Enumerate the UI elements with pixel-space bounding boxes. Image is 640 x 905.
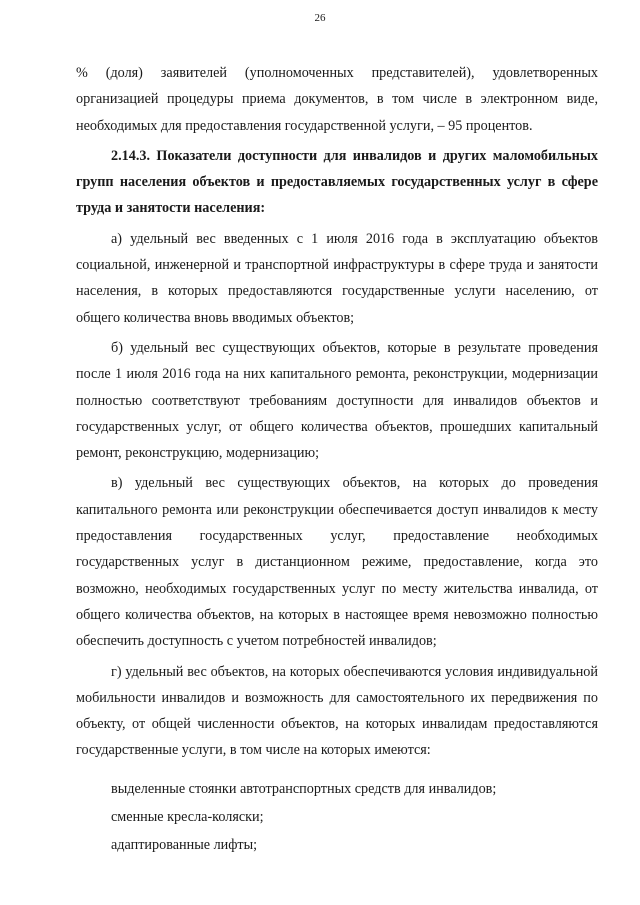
document-body [76, 60, 598, 859]
spacer [76, 768, 598, 776]
paragraph-a: а) удельный вес введенных с 1 июля 2016 года в эксплуатацию объектов социальной, инженерной и транспортной инфраструктуры в сфере труда и занятости населения, в которых предоставляются государственные услуги населению, от общего количества вновь вводимых объектов; [76, 230, 598, 326]
paragraph-v: в) удельный вес существующих объектов, на которых до проведения капитального ремонта или реконструкции обеспечивается доступ инвалидов к месту предоставления государственных услуг, предоставление необходимых государственных услуг в дистанционном режиме, предоставление, когда это возможно, необходимых государственных услуг по месту жительства инвалида, от общего количества объектов, на которых в настоящее время невозможно полностью обеспечить доступность с учетом потребностей инвалидов; [76, 475, 598, 650]
intro-paragraph: % (доля) заявителей (уполномоченных представителей), удовлетворенных организацией процедуры приема документов, в том числе в электронном виде, необходимых для предоставления государственной услуги, – 95 процентов. [76, 65, 598, 134]
list-item: выделенные стоянки автотранспортных средств для инвалидов; [111, 780, 497, 797]
paragraph-b: б) удельный вес существующих объектов, которые в результате проведения после 1 июля 2016 года на них капитального ремонта, реконструкции, модернизации полностью соответствуют требованиям доступности для инвалидов объектов и государственных услуг, от общего количества объектов, прошедших капитальный ремонт, реконструкцию, модернизацию; [76, 339, 598, 462]
list-item: адаптированные лифты; [111, 837, 258, 854]
page-number: 26 [314, 12, 326, 24]
paragraph-g: г) удельный вес объектов, на которых обеспечиваются условия индивидуальной мобильности инвалидов и возможность для самостоятельного их передвижения по объекту, от общей численности объектов, на которых инвалидам предоставляются государственные услуги, в том числе на которых имеются: [76, 663, 598, 759]
list-item: сменные кресла-коляски; [111, 809, 264, 826]
section-heading: 2.14.3. Показатели доступности для инвалидов и других маломобильных групп населения объектов и предоставляемых государственных услуг в сфере труда и занятости населения: [76, 147, 598, 217]
